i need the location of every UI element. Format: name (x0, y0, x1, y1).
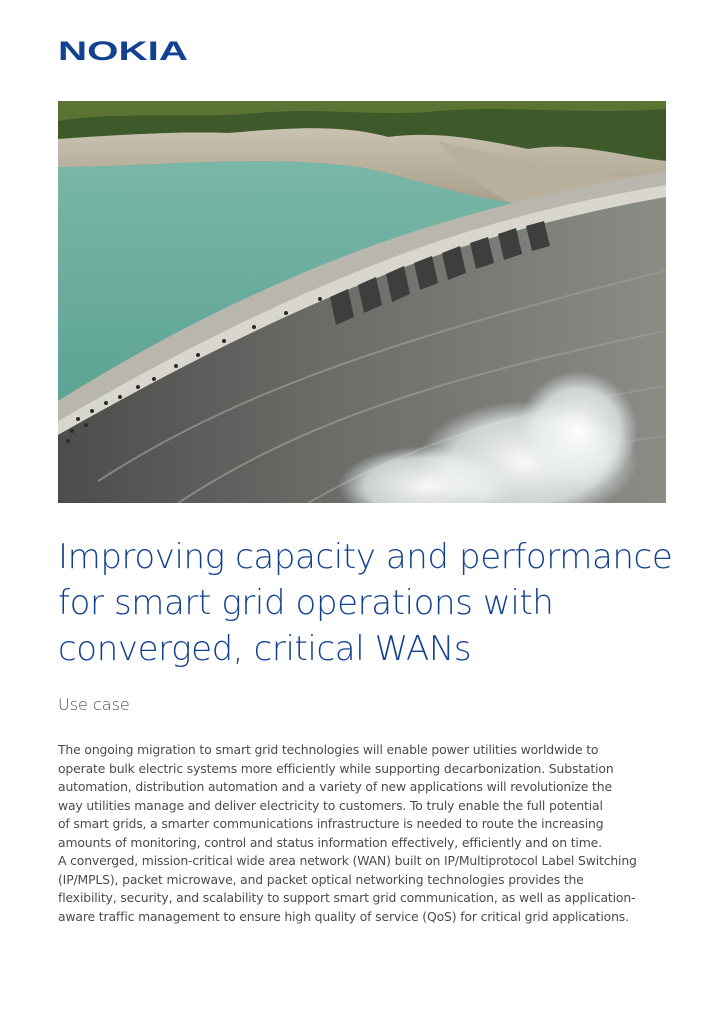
page-title (58, 534, 678, 672)
paragraph-line: (IP/MPLS), packet microwave, and packet optical networking technologies provides the (58, 871, 584, 887)
paragraph-line: amounts of monitoring, control and status information effectively, efficiently and on time. (58, 834, 602, 850)
nokia-logo (58, 37, 190, 63)
hero-image (58, 101, 666, 503)
svg-text:NOKIA: NOKIA (58, 37, 188, 63)
paragraph-line: The ongoing migration to smart grid technologies will enable power utilities worldwide to (58, 742, 599, 757)
paragraph-line: operate bulk electric systems more efficiently while supporting decarbonization. Substation (58, 760, 614, 776)
paragraph-line: automation, distribution automation and a variety of new applications will revolutionize the (58, 779, 612, 794)
title-line: for smart grid operations with (58, 583, 554, 623)
title-line: converged, critical WANs (58, 629, 472, 669)
paragraph-line: A converged, mission-critical wide area network (WAN) built on IP/Multiprotocol Label Switching (58, 853, 637, 868)
intro-paragraph (58, 741, 670, 926)
paragraph-line: flexibility, security, and scalability to support smart grid communication, as well as application- (58, 890, 636, 905)
document-type: Use case (58, 695, 130, 714)
title-line: Improving capacity and performance (58, 537, 673, 577)
nokia-logo-image (58, 37, 190, 63)
paragraph-line: of smart grids, a smarter communications infrastructure is needed to route the increasing (58, 816, 604, 831)
paragraph-line: aware traffic management to ensure high quality of service (QoS) for critical grid applications. (58, 908, 629, 924)
paragraph-line: way utilities manage and deliver electricity to customers. To truly enable the full potential (58, 797, 603, 813)
dam-photo (58, 101, 666, 503)
